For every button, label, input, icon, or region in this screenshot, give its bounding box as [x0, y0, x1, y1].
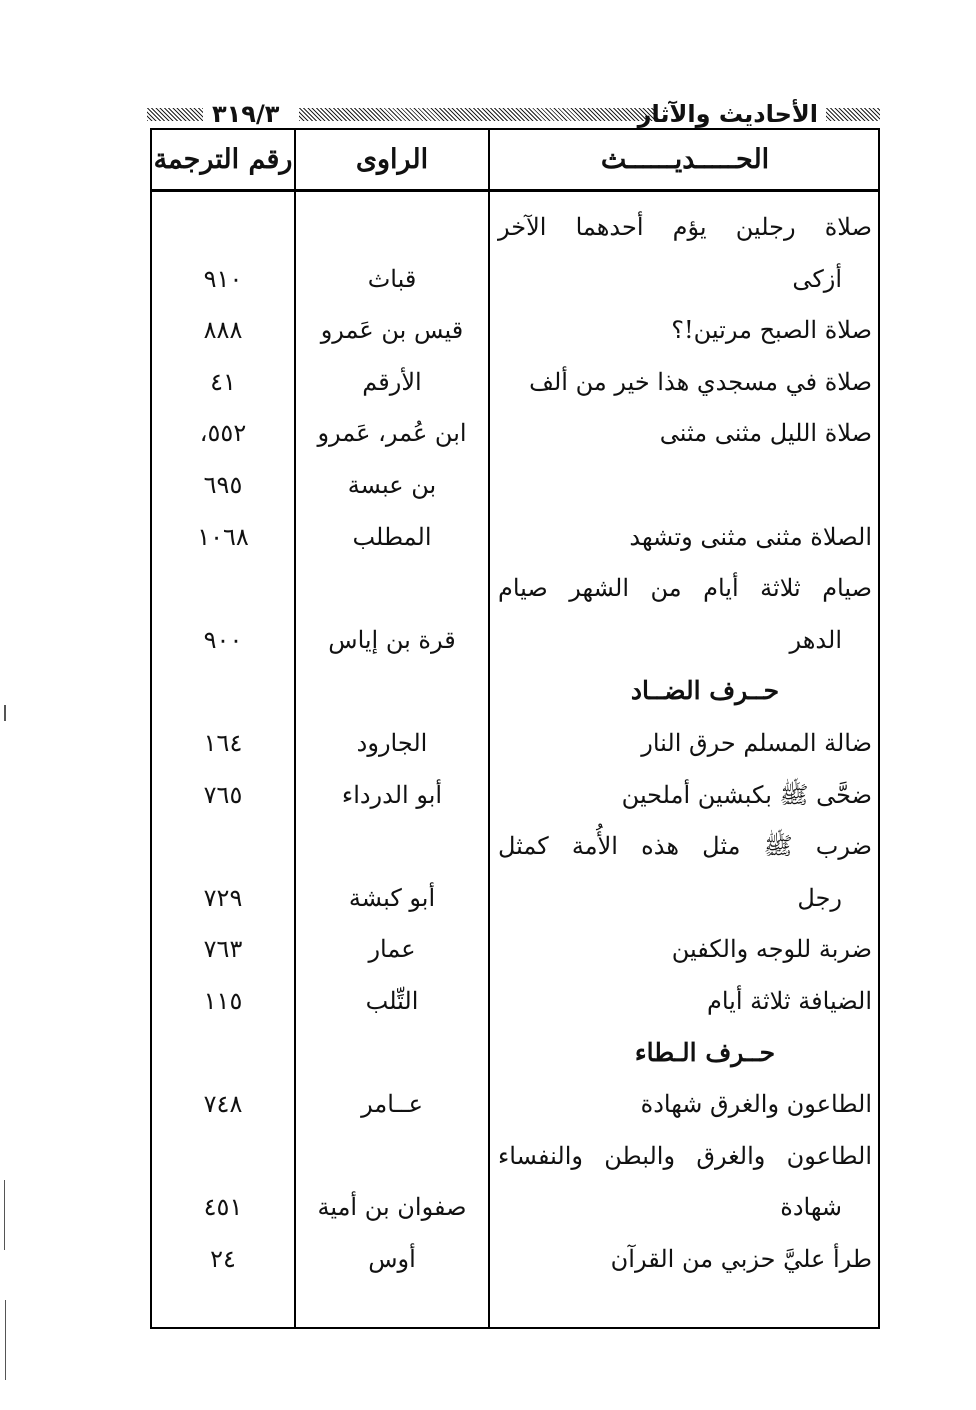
tarjama-number: ٢٤	[210, 1245, 236, 1273]
section-heading: حــرف الـطاء	[634, 1037, 776, 1067]
hadith-text: الطاعون والغرق شهادة	[640, 1090, 872, 1119]
rawi-name	[296, 202, 488, 252]
hadith-text: الدهر	[789, 625, 842, 654]
table-row	[152, 1182, 878, 1232]
hadith-text: ضربة للوجه والكفين	[671, 935, 872, 964]
table-row	[152, 1028, 878, 1078]
book-title: الأحاديث والآثار	[637, 100, 818, 128]
hadith-text: رجل	[797, 883, 842, 912]
table-row	[152, 924, 878, 974]
tarjama-number: ٦٩٥	[203, 471, 243, 499]
table-row	[152, 1234, 878, 1284]
tarjama-number: ٥٥٢،	[199, 419, 247, 448]
table-row	[152, 357, 878, 407]
hadith-text: ضرب ﷺ مثل هذه الأُمة كمثل	[498, 832, 872, 861]
rawi-name: التِّلب	[365, 987, 419, 1015]
table-row	[152, 202, 878, 252]
table-row	[152, 305, 878, 355]
tarjama-number: ٩١٠	[203, 264, 243, 293]
header-divider	[152, 189, 878, 192]
hadith-text: صلاة رجلين يؤم أحدهما الآخر	[498, 213, 872, 241]
tarjama-number: ١٦٤	[203, 729, 243, 757]
page-number: ٣١٩/٣	[212, 100, 280, 128]
rawi-name: أبو كبشة	[348, 883, 436, 912]
rawi-name: أوس	[368, 1245, 416, 1273]
hadith-text: صيام ثلاثة أيام من الشهر صيام	[498, 574, 872, 603]
rawi-name: الأرقم	[362, 367, 422, 396]
header-ornament	[147, 108, 203, 121]
rawi-name: المطلب	[352, 522, 432, 551]
hadith-text: طرأ عليَّ حزبي من القرآن	[610, 1245, 872, 1273]
tarjama-number: ٧٦٣	[203, 935, 243, 964]
table-row	[152, 770, 878, 820]
rawi-name: عمار	[368, 935, 416, 964]
rawi-name: قيس بن عَمرو	[320, 316, 464, 345]
hadith-text: الضيافة ثلاثة أيام	[706, 987, 872, 1015]
tarjama-number: ٨٨٨	[203, 316, 243, 345]
scan-mark	[5, 1300, 6, 1380]
table-row	[152, 821, 878, 871]
header-ornament	[299, 108, 655, 121]
rawi-name	[296, 821, 488, 871]
tarjama-number: ١٠٦٨	[197, 522, 249, 551]
tarjama-number: ٧٦٥	[203, 780, 243, 809]
rawi-name: أبو الدرداء	[341, 780, 443, 809]
table-row	[152, 460, 878, 510]
hadith-text: ضالة المسلم حرق النار	[641, 729, 872, 757]
table-row	[152, 1131, 878, 1181]
tarjama-number	[152, 1028, 294, 1078]
tarjama-number	[152, 563, 294, 613]
hadith-text: صلاة في مسجدي هذا خير من ألف	[529, 367, 872, 396]
table-row	[152, 615, 878, 665]
hadith-text: الصلاة مثنى مثنى وتشهد	[629, 522, 872, 551]
header-ornament	[826, 108, 880, 121]
tarjama-number	[152, 202, 294, 252]
hadith-text: الطاعون والغرق والبطن والنفساء	[498, 1141, 872, 1170]
table-row	[152, 563, 878, 613]
rawi-name	[296, 1028, 488, 1078]
rawi-name: الجارود	[356, 729, 428, 757]
column-header-rawi: الراوى	[355, 144, 429, 175]
tarjama-number: ١١٥	[203, 987, 243, 1015]
column-header-tarjama: رقم الترجمة	[153, 144, 293, 175]
tarjama-number	[152, 1131, 294, 1181]
table-row	[152, 718, 878, 768]
tarjama-number: ٤٥١	[203, 1193, 243, 1222]
running-header	[147, 100, 880, 128]
rawi-name: صفوان بن أمية	[317, 1193, 467, 1222]
rawi-name: ابن عُمر، عَمرو	[317, 419, 467, 448]
table-row	[152, 1079, 878, 1129]
hadith-text: صلاة الصبح مرتين!؟	[671, 316, 872, 345]
tarjama-number	[152, 666, 294, 716]
hadith-text	[498, 460, 872, 510]
hadith-text: أزكى	[792, 264, 842, 293]
rawi-name	[296, 666, 488, 716]
table-row	[152, 512, 878, 562]
scan-mark	[4, 1180, 5, 1250]
hadith-text: شهادة	[780, 1193, 842, 1222]
table-row	[152, 873, 878, 923]
scan-mark	[4, 705, 6, 721]
table-row	[152, 254, 878, 304]
table-row	[152, 408, 878, 458]
section-heading: حــرف الضــاد	[630, 676, 780, 706]
table-row	[152, 666, 878, 716]
tarjama-number	[152, 821, 294, 871]
rawi-name: قرة بن إياس	[328, 625, 456, 654]
hadith-text: صلاة الليل مثنى مثنى	[659, 419, 872, 448]
table-row	[152, 976, 878, 1026]
hadith-index-table	[150, 128, 880, 1329]
tarjama-number: ٤١	[210, 367, 236, 396]
tarjama-number: ٧٢٩	[203, 883, 243, 912]
hadith-text: ضحَّى ﷺ بكبشين أملحين	[621, 780, 872, 809]
tarjama-number: ٧٤٨	[203, 1090, 243, 1119]
rawi-name	[296, 563, 488, 613]
rawi-name: قباث	[367, 264, 417, 293]
rawi-name: عــامر	[361, 1090, 423, 1119]
rawi-name: بن عبسة	[347, 471, 437, 499]
column-header-hadith: الحـــــديــــــث	[600, 144, 770, 175]
tarjama-number: ٩٠٠	[203, 625, 243, 654]
rawi-name	[296, 1131, 488, 1181]
